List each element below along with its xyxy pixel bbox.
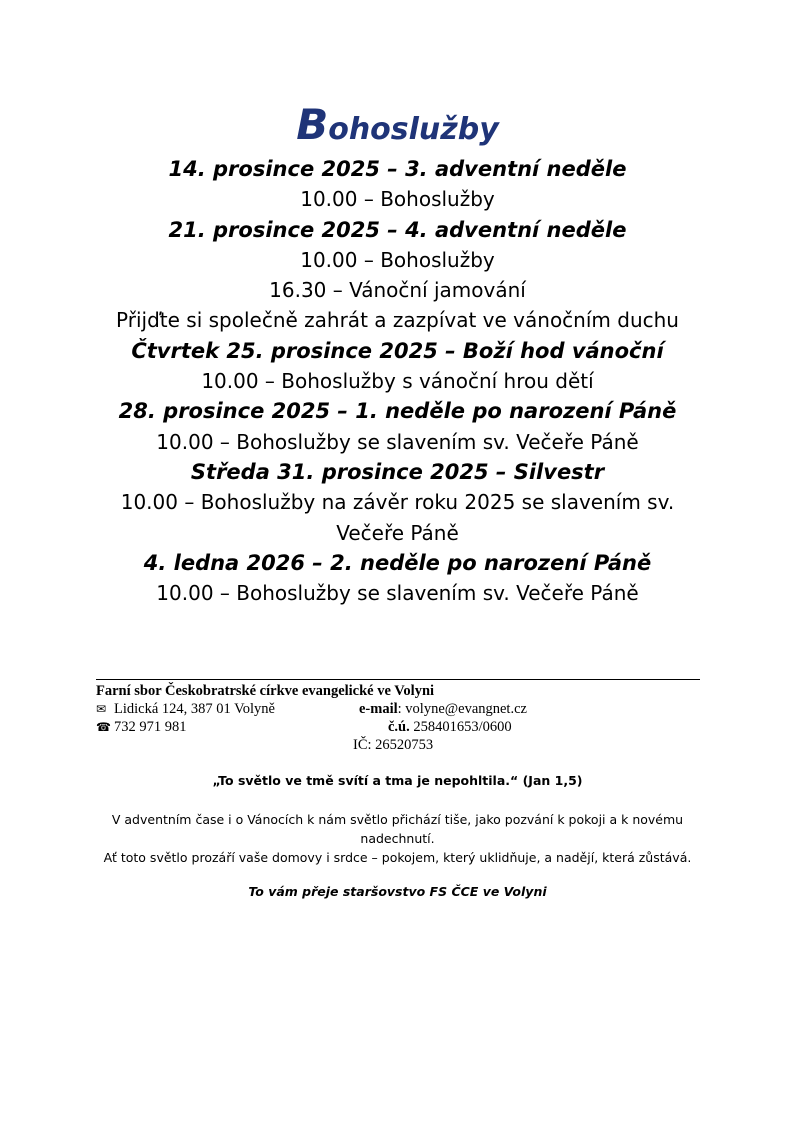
page-title — [0, 100, 795, 155]
account-label: č.ú. — [388, 719, 410, 735]
event-heading: 21. prosince 2025 – 4. adventní neděle — [168, 217, 627, 242]
organization-name: Farní sbor Českobratrské církve evangelické ve Volyni — [96, 683, 435, 699]
ico-line: IČ: 26520753 — [353, 737, 434, 753]
event-item: 16.30 – Vánoční jamování — [269, 278, 526, 303]
event-item: 10.00 – Bohoslužby s vánoční hrou dětí — [201, 369, 594, 394]
email-value[interactable]: : volyne@evangnet.cz — [397, 701, 527, 717]
event-heading: 14. prosince 2025 – 3. adventní neděle — [168, 157, 627, 181]
email-line — [359, 700, 527, 718]
event-item: 10.00 – Bohoslužby se slavením sv. Večeře Páně — [156, 429, 639, 454]
event-heading: 28. prosince 2025 – 1. neděle po narození Páně — [118, 399, 677, 424]
address-text: Lidická 124, 387 01 Volyně — [114, 701, 275, 717]
title-initial: B — [296, 100, 329, 149]
title-rest: ohoslužby — [328, 112, 499, 147]
closing-paragraph — [100, 810, 695, 867]
phone-line — [96, 718, 187, 736]
phone-text: 732 971 981 — [114, 719, 187, 735]
account-line — [388, 718, 512, 736]
contact-block — [96, 700, 700, 754]
event-item: 10.00 – Bohoslužby — [300, 187, 495, 212]
signature: To vám přeje staršovstvo FS ČCE ve Volyni — [248, 884, 547, 899]
telephone-icon: ☎ — [96, 720, 111, 734]
event-heading: Čtvrtek 25. prosince 2025 – Boží hod vánoční — [131, 338, 664, 363]
closing-paragraph-2: Ať toto světlo prozáří vaše domovy i srdce – pokojem, který uklidňuje, a nadějí, která zůstává. — [103, 850, 692, 865]
event-item: 10.00 – Bohoslužby na závěr roku 2025 se slavením sv. Večeře Páně — [120, 490, 675, 545]
mailbox-icon: ✉ — [96, 702, 107, 716]
address-line — [96, 700, 275, 718]
event-heading: Středa 31. prosince 2025 – Silvestr — [190, 459, 605, 484]
contact-footer — [96, 679, 700, 754]
event-heading: 4. ledna 2026 – 2. neděle po narození Páně — [143, 550, 652, 575]
event-item: 10.00 – Bohoslužby se slavením sv. Večeře Páně — [156, 581, 639, 606]
email-label: e-mail — [359, 701, 398, 717]
closing-paragraph-1: V adventním čase i o Vánocích k nám světlo přichází tiše, jako pozvání k pokoji a k novému nadechnutí. — [111, 812, 684, 846]
schedule-list — [0, 154, 795, 608]
account-value: 258401653/0600 — [409, 719, 512, 735]
event-item: 10.00 – Bohoslužby — [300, 247, 495, 272]
event-item: Přijďte si společně zahrát a zazpívat ve vánočním duchu — [116, 308, 679, 333]
bible-verse: „To světlo ve tmě svítí a tma je nepohltila.“ (Jan 1,5) — [212, 773, 583, 788]
